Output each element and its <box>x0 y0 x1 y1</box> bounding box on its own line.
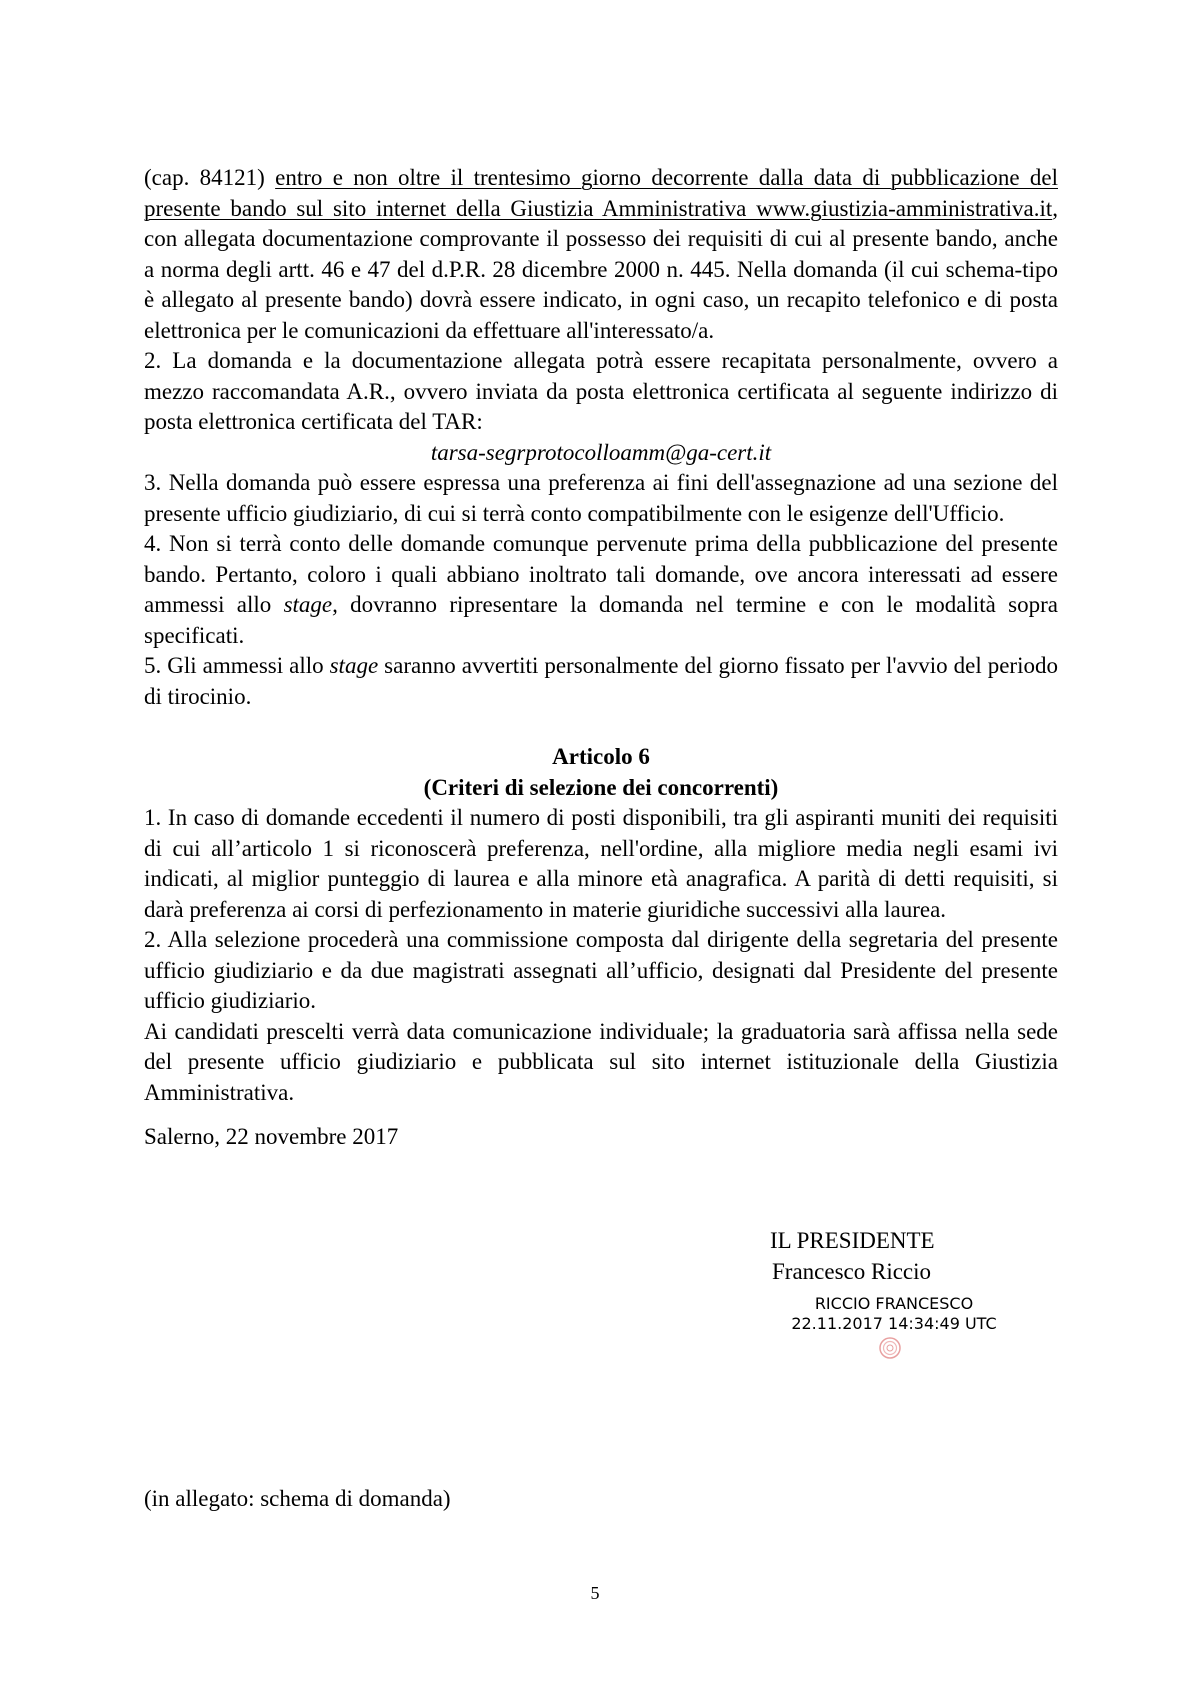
deadline-underlined-text: entro e non oltre il trentesimo giorno decorrente dalla data di pubblicazione del presente bando sul sito internet della Giustizia Amministrativa www.giustizia-amministrativa.it <box>144 165 1058 221</box>
paragraph-5 <box>144 651 1058 712</box>
article-subtitle: (Criteri di selezione dei concorrenti) <box>423 774 779 800</box>
page-number: 5 <box>590 1583 600 1603</box>
digital-signature-timestamp: 22.11.2017 14:34:49 UTC <box>791 1314 997 1333</box>
paragraph-3: 3. Nella domanda può essere espressa una preferenza ai fini dell'assegnazione ad una sezione del presente ufficio giudiziario, di cui si terrà conto compatibilmente con le esigenze dell'Ufficio. <box>144 470 1058 526</box>
article-paragraph-1: 1. In caso di domande eccedenti il numero di posti disponibili, tra gli aspiranti muniti dei requisiti di cui all’articolo 1 si riconoscerà preferenza, nell'ordine, alla migliore media negli esami ivi indicati, al miglior punteggio di laurea e alla minore età anagrafica. A parità di detti requisiti, si darà preferenza ai corsi di perfezionamento in materie giuridiche successivi alla laurea. <box>144 805 1058 922</box>
paragraph-4 <box>144 529 1058 651</box>
signature-block <box>770 1226 1070 1287</box>
digital-signature-name: RICCIO FRANCESCO <box>814 1294 974 1313</box>
attachment-note: (in allegato: schema di domanda) <box>144 1486 451 1511</box>
text-segment: 5. Gli ammessi allo <box>144 653 330 678</box>
italic-stage: stage, <box>283 592 338 617</box>
paragraph-application-deadline <box>144 163 1058 346</box>
signatory-name: Francesco Riccio <box>772 1258 932 1284</box>
place-date: Salerno, 22 novembre 2017 <box>144 1124 399 1149</box>
text-segment: saranno avvertiti personalmente del giorno fissato per l'avvio del periodo di tirocinio. <box>144 653 1058 709</box>
digital-signature <box>774 1294 1014 1334</box>
article-title: Articolo 6 <box>552 744 650 769</box>
signature-seal-icon <box>878 1336 902 1360</box>
text-segment: dovranno ripresentare la domanda nel termine e con le modalità sopra specificati. <box>144 592 1058 648</box>
paragraph-2: 2. La domanda e la documentazione allegata potrà essere recapitata personalmente, ovvero a mezzo raccomandata A.R., ovvero inviata da posta elettronica certificata al seguente indirizzo di posta elettronica certificata del TAR: <box>144 348 1058 434</box>
text-segment: (cap. 84121) <box>144 165 276 190</box>
italic-stage: stage <box>329 653 379 678</box>
document-body <box>144 163 1058 1153</box>
article-paragraph-3: Ai candidati prescelti verrà data comunicazione individuale; la graduatoria sarà affissa nella sede del presente ufficio giudiziario e pubblicata sul sito internet istituzionale della Giustizia Amministrativa. <box>144 1018 1058 1105</box>
signatory-role: IL PRESIDENTE <box>770 1228 935 1253</box>
text-segment: 4. Non si terrà conto delle domande comunque pervenute prima della pubblicazione del presente bando. Pertanto, coloro i quali abbiano inoltrato tali domande, ove ancora interessati ad essere ammessi allo <box>144 531 1058 617</box>
article-paragraph-2: 2. Alla selezione procederà una commissione composta dal dirigente della segretaria del presente ufficio giudiziario e da due magistrati assegnati all’ufficio, designati dal Presidente del presente ufficio giudiziario. <box>144 927 1058 1013</box>
pec-address: tarsa-segrprotocolloamm@ga-cert.it <box>430 439 772 465</box>
text-segment: , con allegata documentazione comprovante il possesso dei requisiti di cui al presente bando, anche a norma degli artt. 46 e 47 del d.P.R. 28 dicembre 2000 n. 445. Nella domanda (il cui schema-tipo è allegato al presente bando) dovrà essere indicato, in ogni caso, un recapito telefonico e di posta elettronica per le comunicazioni da effettuare all'interessato/a. <box>144 195 1058 343</box>
